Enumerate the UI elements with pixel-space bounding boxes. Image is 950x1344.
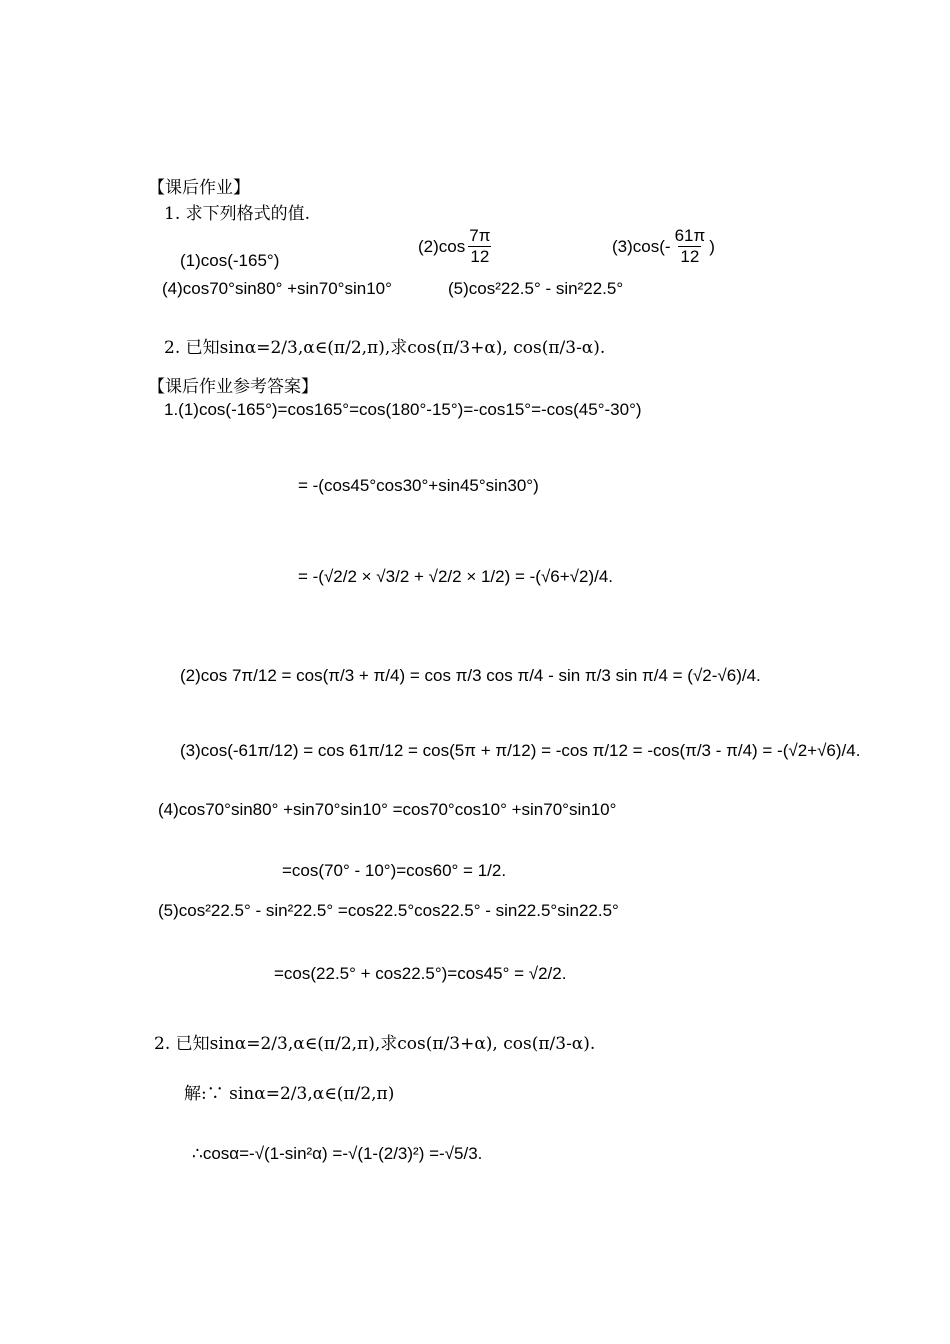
answers-title: 【课后作业参考答案】 xyxy=(148,377,318,397)
question-2: 2. 已知sinα=2/3,α∈(π/2,π),求cos(π/3+α), cos(π/3-α). xyxy=(164,338,606,358)
question-1-part-1: (1)cos(-165°) xyxy=(180,251,280,270)
answer-1-part-3: (3)cos(-61π/12) = cos 61π/12 = cos(5π + π/12) = -cos π/12 = -cos(π/3 - π/4) = -(√2+√6)/4. xyxy=(180,741,861,760)
answer-2-question: 2. 已知sinα=2/3,α∈(π/2,π),求cos(π/3+α), cos(π/3-α). xyxy=(154,1034,596,1054)
answer-1-part-2: (2)cos 7π/12 = cos(π/3 + π/4) = cos π/3 cos π/4 - sin π/3 sin π/4 = (√2-√6)/4. xyxy=(180,666,761,685)
question-1-intro: 1. 求下列格式的值. xyxy=(164,204,311,224)
answer-1-part-4-line-2: =cos(70° - 10°)=cos60° = 1/2. xyxy=(282,861,507,880)
question-1-part-2: (2)cos $\frac{7\pi}{12}$ xyxy=(418,226,491,266)
question-1-part-4: (4)cos70°sin80° +sin70°sin10° xyxy=(162,279,392,298)
question-1-part-3: (3)cos(- $\frac{61\pi}{12}$ ) xyxy=(612,226,715,266)
answer-2-solution-line-1: 解:∵ sinα=2/3,α∈(π/2,π) xyxy=(184,1084,395,1104)
answer-2-solution-line-2: ∴cosα=-√(1-sin²α) =-√(1-(2/3)²) =-√5/3. xyxy=(192,1144,483,1163)
answer-1-part-5-line-2: =cos(22.5° + cos22.5°)=cos45° = √2/2. xyxy=(274,964,567,983)
answer-1-part-5-line-1: (5)cos²22.5° - sin²22.5° =cos22.5°cos22.5° - sin22.5°sin22.5° xyxy=(158,901,619,920)
question-1-part-5: (5)cos²22.5° - sin²22.5° xyxy=(448,279,624,298)
answer-1-line-3: = -(√2/2 × √3/2 + √2/2 × 1/2) = -(√6+√2)/4. xyxy=(298,567,614,586)
homework-title: 【课后作业】 xyxy=(148,178,250,198)
answer-1-part-4-line-1: (4)cos70°sin80° +sin70°sin10° =cos70°cos10° +sin70°sin10° xyxy=(158,800,617,819)
answer-1-line-1: 1.(1)cos(-165°)=cos165°=cos(180°-15°)=-cos15°=-cos(45°-30°) xyxy=(164,400,642,419)
answer-1-line-2: = -(cos45°cos30°+sin45°sin30°) xyxy=(298,476,539,495)
